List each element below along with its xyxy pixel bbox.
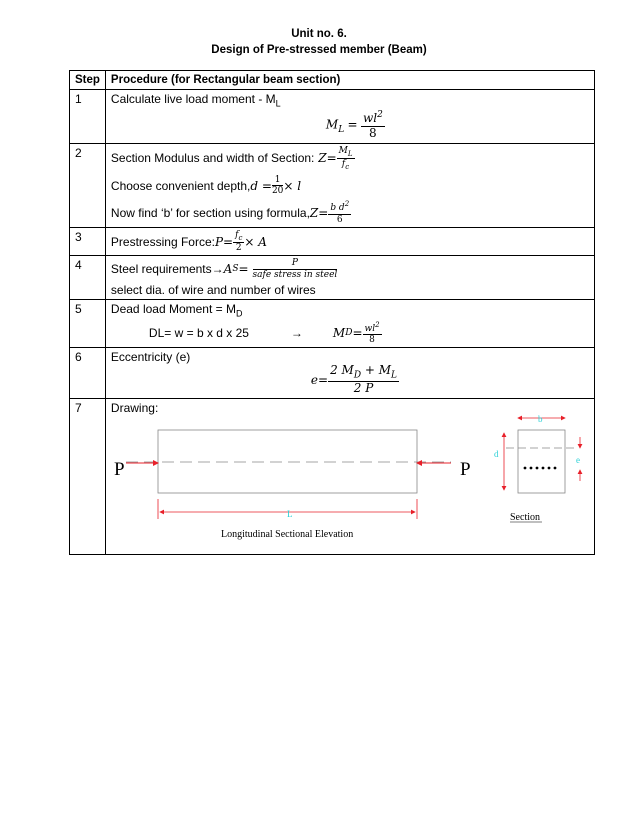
step-number: 6: [70, 348, 106, 399]
step-text: Dead load Moment = $M_D$: [110, 302, 243, 319]
section-caption: Section: [509, 511, 540, 523]
col-step-header: Step: [70, 71, 106, 90]
table-row: [70, 300, 595, 348]
steel-requirement-line: Steel requirements → A S = $\frac{P}{\text{safe stress in steel}}$: [110, 258, 338, 280]
step-content: [105, 90, 594, 144]
step-content: [105, 300, 594, 348]
step-number: 7: [70, 398, 106, 554]
table-row: [70, 256, 595, 300]
d-label: d: [493, 448, 499, 459]
unit-heading: Unit no. 6.: [291, 28, 347, 40]
step-text: Calculate live load moment - $M_L$: [110, 92, 281, 109]
e-label: e: [575, 454, 580, 465]
step-number: 2: [70, 143, 106, 227]
b-label: b: [537, 413, 543, 424]
step-number: 5: [70, 300, 106, 348]
span-label: L: [286, 508, 293, 519]
step-content: [105, 143, 594, 227]
step-number: 4: [70, 256, 106, 300]
table-row: [70, 90, 595, 144]
step-content: [105, 398, 594, 554]
section-modulus-line: Section Modulus and width of Section: Z = $\frac{M_L}{f_c}$: [110, 145, 353, 171]
table-row: [70, 228, 595, 256]
beam-section: [518, 430, 565, 493]
elevation-caption: Longitudinal Sectional Elevation: [220, 528, 354, 540]
step-content: [105, 228, 594, 256]
live-load-formula: $M_L$ = $\frac{wl^2}{8}$: [325, 110, 383, 141]
step-content: [105, 348, 594, 399]
step-content: [105, 256, 594, 300]
step-text: Drawing:: [110, 400, 159, 415]
dead-load-line: DL= w = b x d x 25 → M D = $\frac{wl^2}{8}$: [148, 320, 380, 345]
table-header-row: [70, 71, 595, 90]
table-row: [70, 143, 595, 227]
beam-elevation: [158, 430, 417, 493]
step-text: Eccentricity (e): [110, 350, 191, 365]
wire-selection-text: select dia. of wire and number of wires: [110, 282, 316, 297]
eccentricity-formula: e = $\frac{2 M_D + M_L}{2 P}$: [310, 363, 398, 396]
beam-drawing: [106, 413, 606, 553]
prestress-force-line: Prestressing Force: P = $\frac{f_c}{2}$ × A: [110, 230, 267, 253]
width-line: Now find ‘b’ for section using formula, Z = $\frac{b d^2}{6}$: [110, 200, 350, 225]
page-title: Design of Pre-stressed member (Beam): [211, 44, 427, 56]
col-procedure-header: Procedure (for Rectangular beam section): [105, 71, 594, 90]
step-number: 3: [70, 228, 106, 256]
depth-line: Choose convenient depth, d = $\frac{1}{20}$ × l: [110, 174, 302, 197]
step-number: 1: [70, 90, 106, 144]
p-left-label: P: [113, 458, 125, 480]
arrow-icon: →: [290, 325, 303, 340]
table-row: [70, 348, 595, 399]
p-right-label: P: [459, 458, 471, 480]
procedure-table: [69, 70, 595, 555]
table-row: [70, 398, 595, 554]
